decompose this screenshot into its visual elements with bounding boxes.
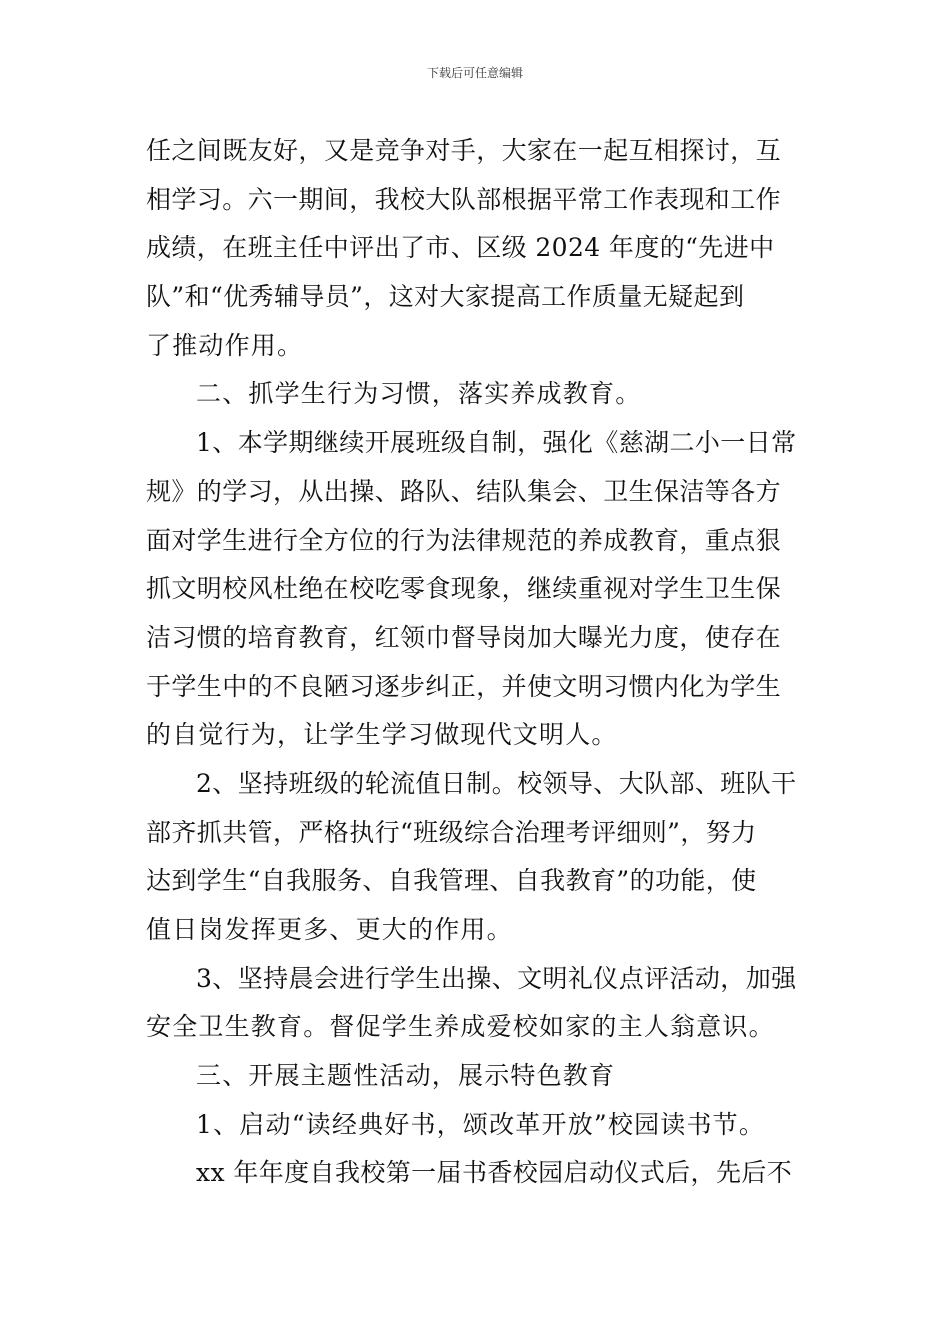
text-line: 3、坚持晨会进行学生出操、文明礼仪点评活动，加强 [196,963,797,993]
text-line: 于学生中的不良陋习逐步纠正，并使文明习惯内化为学生 [146,671,782,701]
section-heading: 三、开展主题性活动，展示特色教育 [196,1061,616,1091]
text-line: 安全卫生教育。督促学生养成爱校如家的主人翁意识。 [146,1012,775,1042]
text-line: 1、启动“读经典好书，颂改革开放”校园读书节。 [196,1109,766,1139]
page-header: 下载后可任意编辑 [426,66,523,80]
text-line: 1、本学期继续开展班级自制，强化《慈湖二小一日常 [196,428,797,458]
text-line: 任之间既友好，又是竞争对手，大家在一起互相探讨，互 [146,136,782,165]
text-line: 洁习惯的培育教育，红领巾督导岗加大曝光力度，使存在 [146,622,782,652]
text-line: 的自觉行为，让学生学习做现代文明人。 [146,720,618,750]
text-line: 了推动作用。 [146,330,304,360]
text-line: 抓文明校风杜绝在校吃零食现象，继续重视对学生卫生保 [146,574,782,604]
text-line: 部齐抓共管，严格执行“班级综合治理考评细则”，努力 [146,817,757,847]
text-line: 相学习。六一期间，我校大队部根据平常工作表现和工作 [146,184,782,214]
text-line: 达到学生“自我服务、自我管理、自我教育”的功能，使 [146,866,757,896]
section-heading: 二、抓学生行为习惯，落实养成教育。 [196,379,642,409]
text-line: xx 年年度自我校第一届书香校园启动仪式后，先后不 [196,1158,793,1188]
text-line: 规》的学习，从出操、路队、结队集会、卫生保洁等各方 [146,476,782,506]
text-line: 2、坚持班级的轮流值日制。校领导、大队部、班队干 [196,768,797,798]
text-line: 队”和“优秀辅导员”，这对大家提高工作质量无疑起到 [146,282,745,312]
document-body [146,127,806,1198]
text-line: 成绩，在班主任中评出了市、区级 2024 年度的“先进中 [146,233,775,263]
text-line: 面对学生进行全方位的行为法律规范的养成教育，重点狠 [146,525,782,555]
text-line: 值日岗发挥更多、更大的作用。 [146,915,513,944]
